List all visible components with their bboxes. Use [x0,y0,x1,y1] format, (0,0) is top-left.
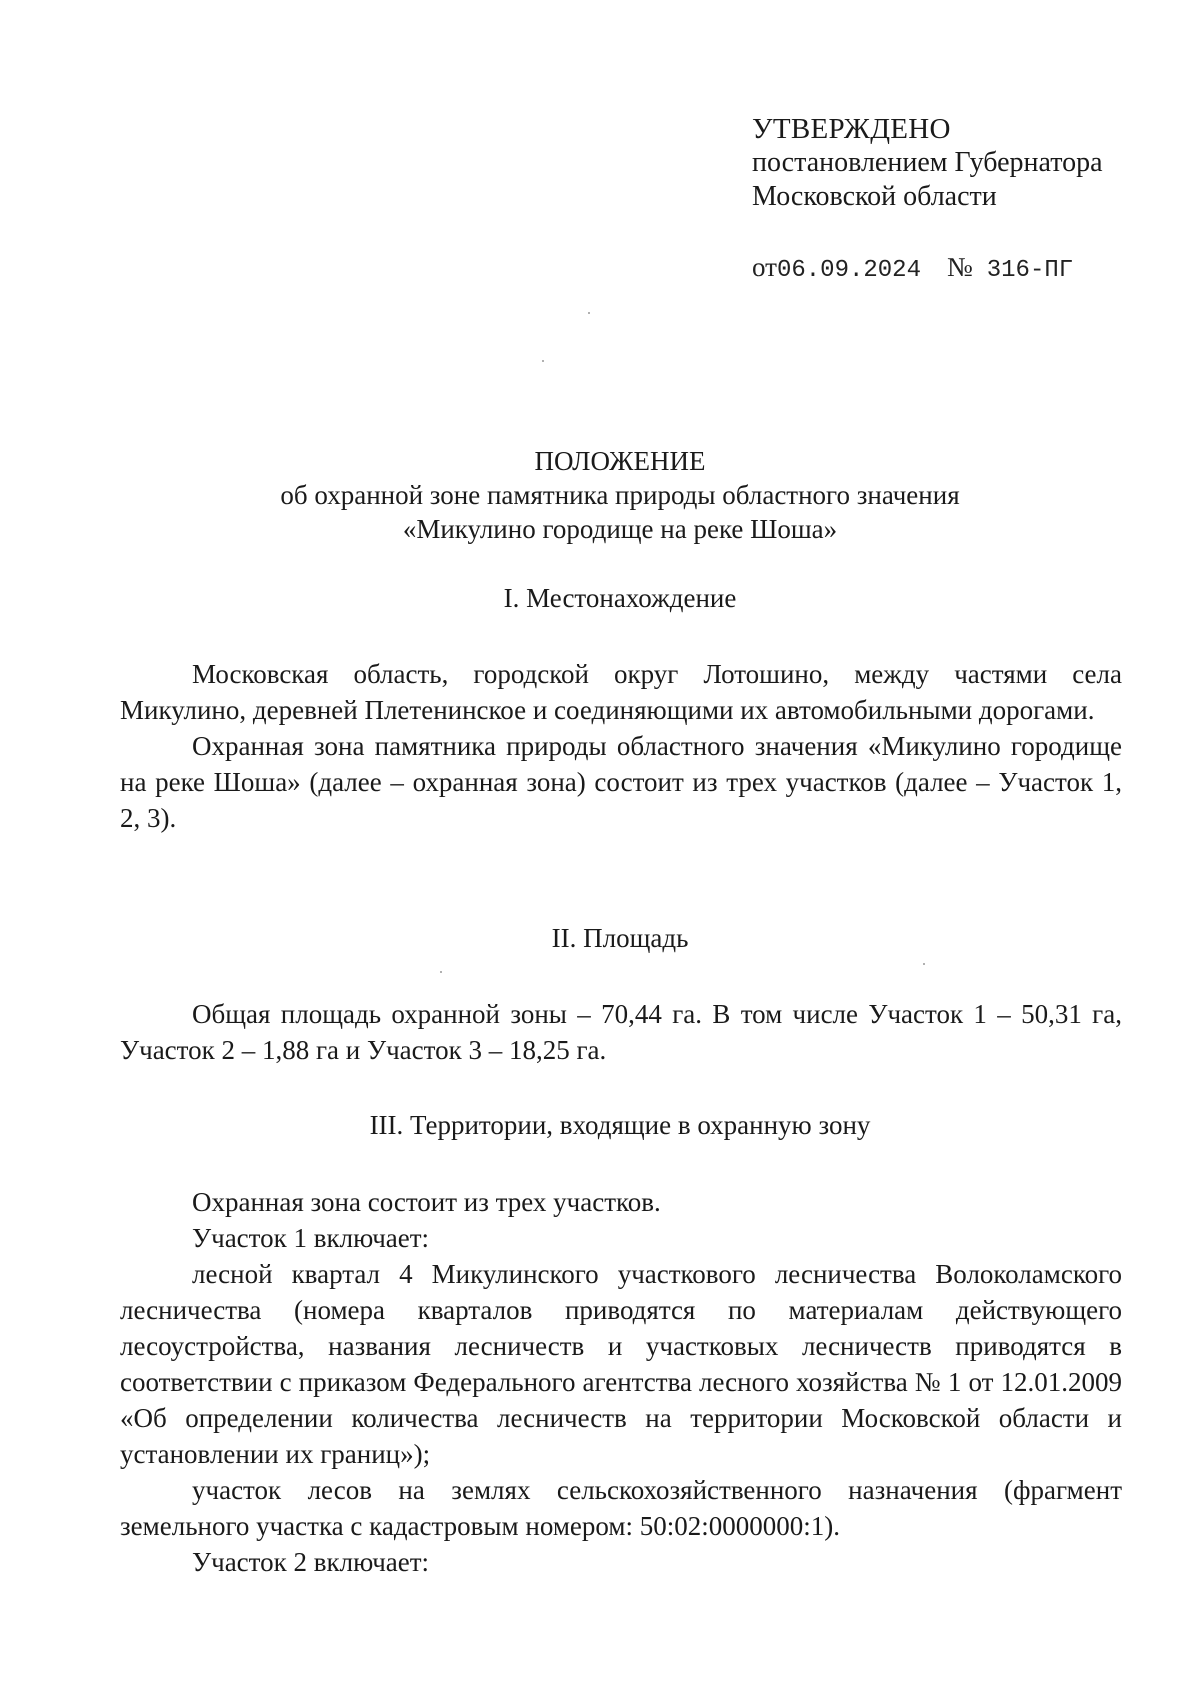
paragraph: Участок 2 включает: [192,1547,430,1577]
document-title-block [120,444,1120,546]
approval-line-1: постановлением Губернатора [752,147,1103,178]
approval-line-2: Московской области [752,181,997,212]
section-3-heading: III. Территории, входящие в охранную зону [369,1110,871,1140]
section-2-body [120,996,1122,1068]
paragraph: лесной квартал 4 Микулинского участкового лесничества Волоколамского лесничества (номера кварталов приводятся по материалам действующего лесоустройства, названия лесничеств и участковых лесничеств приводятся в соответствии с приказом Федерального агентства лесного хозяйства № 1 от 12.01.2009 «Об определении количества лесничеств на территории Московской области и установлении их границ»); [120,1259,1122,1469]
document-title: ПОЛОЖЕНИЕ [534,446,706,476]
paragraph: участок лесов на землях сельскохозяйственного назначения (фрагмент земельного участка с кадастровым номером: 50:02:0000000:1). [120,1475,1122,1541]
scan-speck [440,971,442,973]
approval-block [752,112,1103,214]
document-subtitle-line-1: об охранной зоне памятника природы областного значения [280,480,960,510]
section-1-heading: I. Местонахождение [503,583,737,613]
scan-speck [542,360,544,362]
paragraph: Общая площадь охранной зоны – 70,44 га. В том числе Участок 1 – 50,31 га, Участок 2 – 1,88 га и Участок 3 – 18,25 га. [120,999,1122,1065]
document-subtitle-line-2: «Микулино городище на реке Шоша» [402,514,838,544]
paragraph: Охранная зона состоит из трех участков. [192,1187,661,1217]
section-3-body [120,1184,1122,1580]
scan-speck [923,963,925,965]
section-1-body [120,656,1122,836]
decree-number-sign: № [946,252,973,282]
decree-number: 316-ПГ [986,257,1074,284]
decree-prefix: от [752,252,777,282]
approval-heading: УТВЕРЖДЕНО [752,113,951,145]
paragraph: Участок 1 включает: [192,1223,430,1253]
paragraph: Охранная зона памятника природы областного значения «Микулино городище на реке Шоша» (далее – охранная зона) состоит из трех участков (далее – Участок 1, 2, 3). [120,731,1122,833]
section-2-heading: II. Площадь [551,923,689,953]
decree-date: 06.09.2024 [776,257,921,284]
decree-reference [752,252,1073,284]
scan-speck [588,312,590,314]
paragraph: Московская область, городской округ Лотошино, между частями села Микулино, деревней Плетенинское и соединяющими их автомобильными дорогами. [120,659,1122,725]
